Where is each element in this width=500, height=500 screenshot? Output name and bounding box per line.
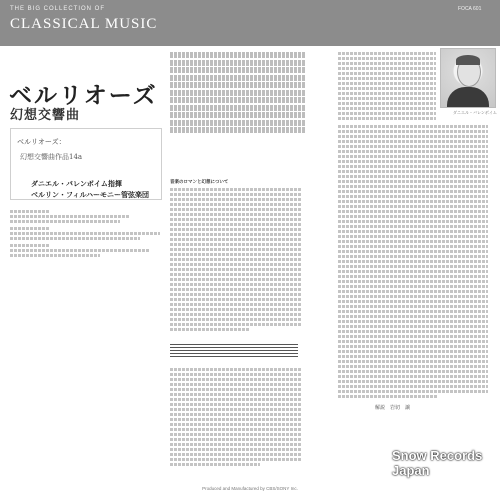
article-column-center-lower [170,368,302,468]
music-score [170,342,298,362]
intro-text [170,52,305,135]
work-title: 幻想交響曲 [10,108,81,123]
photo-hair [456,55,480,65]
article-column-center [170,188,302,333]
commentary-signature: 解説 岩切 譲 [375,405,411,411]
article-column-right-top [338,52,436,122]
store-watermark: Snow Records Japan [392,448,483,478]
footer-credit: Produced and Manufactured by CBS/SONY Inc. [202,486,298,491]
catalog-number: FOCA 601 [458,6,482,12]
info-composer-label: ベルリオーズ： [17,138,66,146]
info-orchestra: ベルリン・フィルハーモニー管弦楽団 [31,190,149,199]
composer-title: ベルリオーズ [9,82,158,109]
article-heading: 音楽のロマンと幻想について [170,180,229,185]
series-title: CLASSICAL MUSIC [10,16,158,32]
conductor-photo [440,48,496,108]
header-band [0,0,500,46]
series-subtitle: THE BIG COLLECTION OF [10,6,106,12]
info-conductor: ダニエル・バレンボイム指揮 [31,179,122,188]
program-info-box [10,128,162,200]
photo-caption: ダニエル・バレンボイム [453,110,497,115]
info-work: 幻想交響曲作品14a [20,153,83,161]
recording-details [10,210,160,259]
photo-body [447,87,489,107]
article-column-right [338,125,488,400]
